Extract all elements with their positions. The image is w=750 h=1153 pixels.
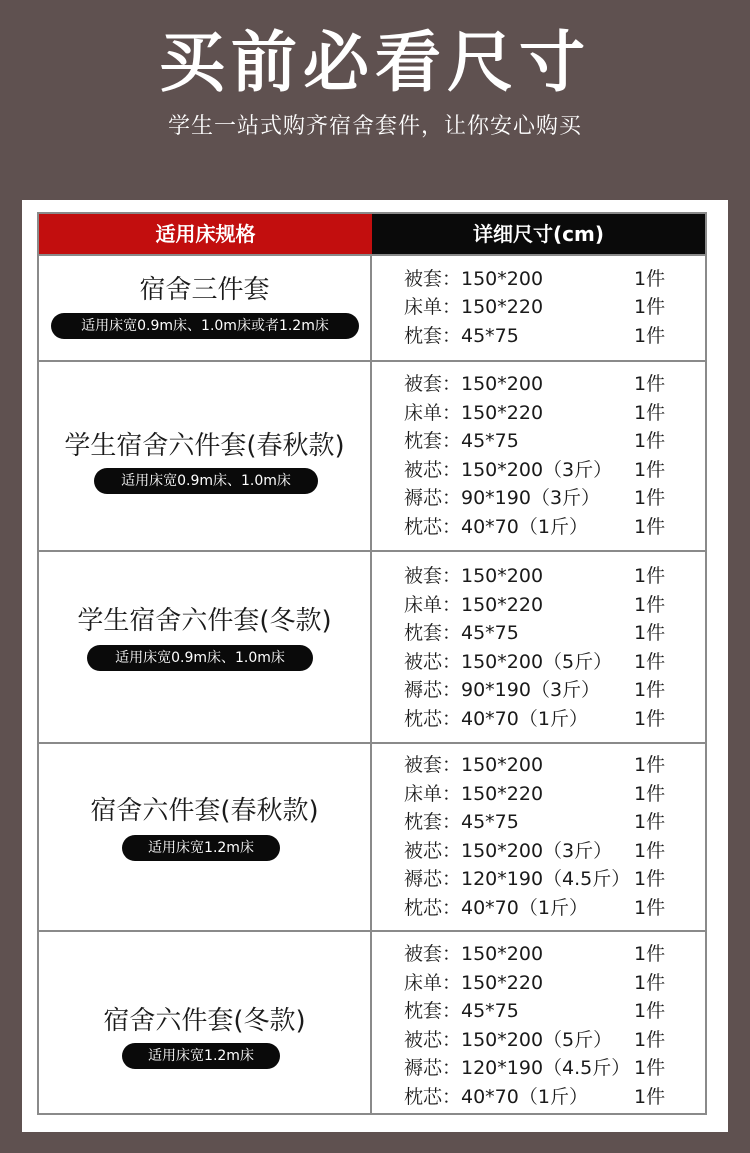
set-name: 宿舍六件套(冬款): [103, 1006, 306, 1036]
size-item-qty: 1件: [634, 811, 666, 833]
table-row: [39, 254, 705, 360]
size-item-label: 被芯：150*200（3斤）: [404, 840, 613, 862]
size-item: [404, 648, 704, 676]
size-item: [404, 969, 704, 997]
size-item-label: 被套：150*200: [404, 565, 544, 587]
size-item: [404, 265, 704, 293]
set-cell: [39, 552, 372, 742]
size-item: [404, 676, 704, 704]
size-item-label: 褥芯：90*190（3斤）: [404, 679, 601, 701]
size-item: [404, 808, 704, 836]
bed-width-badge: 适用床宽1.2m床: [122, 835, 280, 861]
size-item: [404, 894, 704, 922]
size-item-label: 枕芯：40*70（1斤）: [404, 708, 588, 730]
size-item-label: 被套：150*200: [404, 754, 544, 776]
size-item: [404, 751, 704, 779]
size-item-qty: 1件: [634, 651, 666, 673]
size-item: [404, 562, 704, 590]
size-item: [404, 940, 704, 968]
size-item-qty: 1件: [634, 1029, 666, 1051]
size-item-qty: 1件: [634, 430, 666, 452]
size-item-qty: 1件: [634, 1086, 666, 1108]
set-cell: [39, 256, 372, 360]
size-item: [404, 370, 704, 398]
size-item: [404, 1054, 704, 1082]
set-cell: [39, 744, 372, 930]
column-header-bed-spec: 适用床规格: [39, 214, 372, 254]
page-subtitle: 学生一站式购齐宿舍套件，让你安心购买: [167, 114, 582, 139]
size-item-label: 床单：150*220: [404, 594, 544, 616]
size-item-qty: 1件: [634, 840, 666, 862]
table-row: [39, 360, 705, 550]
size-item-qty: 1件: [634, 868, 666, 890]
size-item-label: 被套：150*200: [404, 943, 544, 965]
size-item: [404, 322, 704, 350]
size-item-label: 褥芯：120*190（4.5斤）: [404, 1057, 631, 1079]
size-item: [404, 865, 704, 893]
size-item-label: 被芯：150*200（5斤）: [404, 651, 613, 673]
size-item-label: 被套：150*200: [404, 373, 544, 395]
size-item-label: 枕芯：40*70（1斤）: [404, 516, 588, 538]
page-header: [0, 0, 750, 200]
size-item-qty: 1件: [634, 708, 666, 730]
size-item-qty: 1件: [634, 296, 666, 318]
size-item-qty: 1件: [634, 1000, 666, 1022]
set-name: 学生宿舍六件套(冬款): [77, 606, 332, 636]
size-item-label: 褥芯：90*190（3斤）: [404, 487, 601, 509]
size-item-label: 床单：150*220: [404, 783, 544, 805]
size-item: [404, 456, 704, 484]
size-item-qty: 1件: [634, 402, 666, 424]
size-item: [404, 427, 704, 455]
table-row: [39, 742, 705, 930]
size-table: [37, 212, 707, 1115]
size-item: [404, 513, 704, 541]
size-item-label: 枕套：45*75: [404, 622, 519, 644]
size-item: [404, 591, 704, 619]
size-item-qty: 1件: [634, 783, 666, 805]
size-item-label: 床单：150*220: [404, 402, 544, 424]
size-item-qty: 1件: [634, 487, 666, 509]
size-item-qty: 1件: [634, 972, 666, 994]
bed-width-badge: 适用床宽1.2m床: [122, 1043, 280, 1069]
size-item-label: 被芯：150*200（3斤）: [404, 459, 613, 481]
size-item-label: 床单：150*220: [404, 972, 544, 994]
size-item-qty: 1件: [634, 754, 666, 776]
size-item-qty: 1件: [634, 943, 666, 965]
size-item: [404, 484, 704, 512]
size-item-label: 枕套：45*75: [404, 811, 519, 833]
size-item-label: 床单：150*220: [404, 296, 544, 318]
size-item-qty: 1件: [634, 622, 666, 644]
column-header-dimensions: 详细尺寸(cm): [372, 214, 705, 254]
size-item: [404, 293, 704, 321]
size-item: [404, 399, 704, 427]
size-item-label: 枕套：45*75: [404, 430, 519, 452]
bed-width-badge: 适用床宽0.9m床、1.0m床或者1.2m床: [51, 313, 359, 339]
bed-width-badge: 适用床宽0.9m床、1.0m床: [94, 468, 318, 494]
size-item-qty: 1件: [634, 594, 666, 616]
size-item-qty: 1件: [634, 459, 666, 481]
size-item-label: 被芯：150*200（5斤）: [404, 1029, 613, 1051]
size-item-qty: 1件: [634, 897, 666, 919]
page-title: 买前必看尺寸: [159, 24, 591, 101]
size-item-label: 枕芯：40*70（1斤）: [404, 897, 588, 919]
size-item: [404, 1083, 704, 1111]
size-item-qty: 1件: [634, 1057, 666, 1079]
set-cell: [39, 362, 372, 550]
size-item: [404, 705, 704, 733]
set-name: 宿舍三件套: [139, 275, 270, 305]
set-name: 学生宿舍六件套(春秋款): [64, 431, 345, 461]
size-item-qty: 1件: [634, 565, 666, 587]
bed-width-badge: 适用床宽0.9m床、1.0m床: [87, 645, 313, 671]
size-item-label: 褥芯：120*190（4.5斤）: [404, 868, 631, 890]
set-name: 宿舍六件套(春秋款): [90, 796, 319, 826]
table-row: [39, 550, 705, 742]
size-card: [22, 200, 728, 1132]
size-item-label: 被套：150*200: [404, 268, 544, 290]
size-item-qty: 1件: [634, 268, 666, 290]
size-item: [404, 837, 704, 865]
table-header: [39, 214, 705, 254]
size-item: [404, 780, 704, 808]
size-item-qty: 1件: [634, 325, 666, 347]
size-item-label: 枕芯：40*70（1斤）: [404, 1086, 588, 1108]
table-row: [39, 930, 705, 1115]
size-item-qty: 1件: [634, 373, 666, 395]
size-item-label: 枕套：45*75: [404, 325, 519, 347]
set-cell: [39, 932, 372, 1115]
size-item: [404, 619, 704, 647]
size-item-qty: 1件: [634, 516, 666, 538]
size-item-label: 枕套：45*75: [404, 1000, 519, 1022]
size-item: [404, 997, 704, 1025]
size-item-qty: 1件: [634, 679, 666, 701]
size-item: [404, 1026, 704, 1054]
